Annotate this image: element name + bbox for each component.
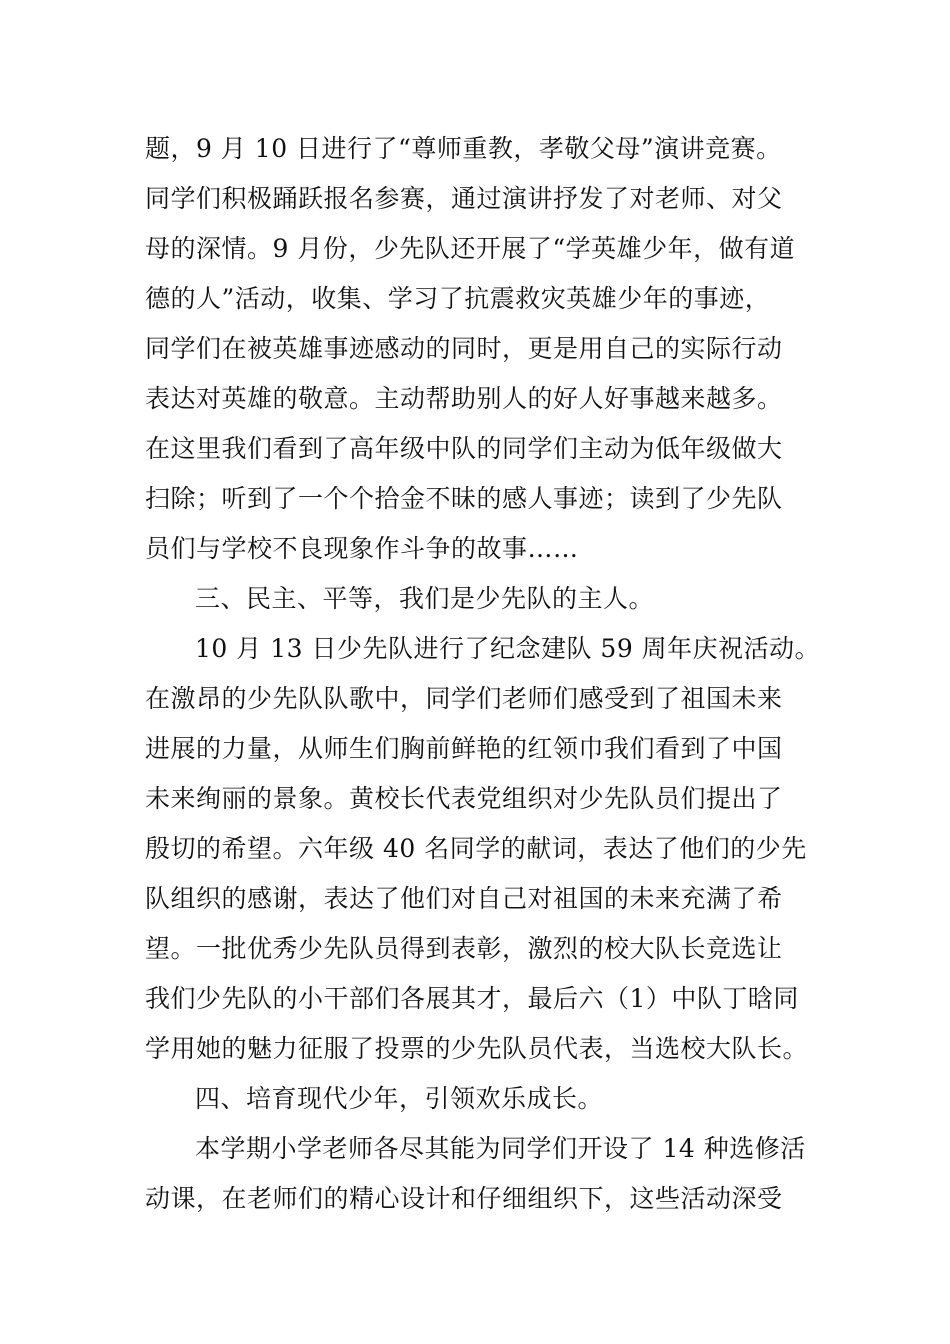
paragraph-start: 10 月 13 日少先队进行了纪念建队 59 周年庆祝活动。 (195, 634, 821, 663)
text-line: 殷切的希望。六年级 40 名同学的献词，表达了他们的少先 (145, 834, 807, 863)
text-line: 未来绚丽的景象。黄校长代表党组织对少先队员们提出了 (145, 784, 783, 813)
text-line: 在这里我们看到了高年级中队的同学们主动为低年级做大 (145, 434, 783, 463)
text-line: 队组织的感谢，表达了他们对自己对祖国的未来充满了希 (145, 884, 783, 913)
body-text (145, 124, 821, 1224)
text-line: 德的人”活动，收集、学习了抗震救灾英雄少年的事迹， (145, 284, 771, 313)
text-line: 同学们积极踊跃报名参赛，通过演讲抒发了对老师、对父 (145, 184, 783, 213)
text-line: 题，9 月 10 日进行了“尊师重教，孝敬父母”演讲竞赛。 (145, 134, 782, 163)
section-heading: 三、民主、平等，我们是少先队的主人。 (195, 584, 655, 613)
text-line: 在激昂的少先队队歌中，同学们老师们感受到了祖国未来 (145, 684, 783, 713)
text-line: 望。一批优秀少先队员得到表彰，激烈的校大队长竞选让 (145, 934, 783, 963)
text-line: 动课，在老师们的精心设计和仔细组织下，这些活动深受 (145, 1184, 783, 1213)
text-line: 同学们在被英雄事迹感动的同时，更是用自己的实际行动 (145, 334, 783, 363)
text-line: 母的深情。9 月份，少先队还开展了“学英雄少年，做有道 (145, 234, 796, 263)
text-line: 我们少先队的小干部们各展其才，最后六（1）中队丁晗同 (145, 984, 799, 1013)
text-line: 员们与学校不良现象作斗争的故事…… (145, 534, 579, 563)
text-line: 表达对英雄的敬意。主动帮助别人的好人好事越来越多。 (145, 384, 783, 413)
text-line: 扫除；听到了一个个拾金不昧的感人事迹；读到了少先队 (145, 484, 783, 513)
section-heading: 四、培育现代少年，引领欢乐成长。 (195, 1084, 604, 1113)
text-line: 进展的力量，从师生们胸前鲜艳的红领巾我们看到了中国 (145, 734, 783, 763)
text-line: 学用她的魅力征服了投票的少先队员代表，当选校大队长。 (145, 1034, 809, 1063)
paragraph-start: 本学期小学老师各尽其能为同学们开设了 14 种选修活 (195, 1134, 806, 1163)
